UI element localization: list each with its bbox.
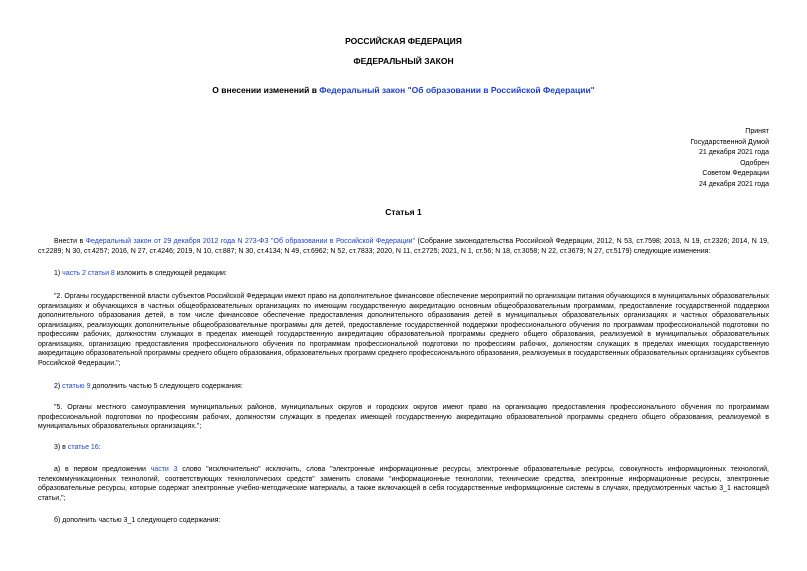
item-3a-link[interactable]: части 3 xyxy=(150,466,178,473)
acceptance-line: Советом Федерации xyxy=(702,170,769,177)
item-3-prefix: 3) в xyxy=(54,444,68,451)
item-1-rest: изложить в следующей редакции: xyxy=(114,270,227,277)
acceptance-line: Принят xyxy=(745,128,769,135)
intro-rest: (Собрание законодательства Российской Федерации, 2012, N 53, ст.7598; 2013, N 19, ст.2326; 2014, N 19, ст.2289; N 30, ст.4257; 2016, N 27, ст.4246; 2019, N 10, ст.887; N 30, ст.4134; N 49, ст.6962; N 52, ст.7833; 2020, N 11, ст.2725; 2021, N 1, ст.56; N 18, ст.3058; N 22, ст.3679; N 27, ст.5179) следующие изменения: xyxy=(38,238,769,255)
item-3-link[interactable]: статье 16 xyxy=(67,444,99,451)
article-intro xyxy=(38,237,769,256)
article-title: Статья 1 xyxy=(385,207,422,217)
item-3a-prefix: а) в первом предложении xyxy=(54,466,151,473)
intro-prefix: Внести в xyxy=(54,238,86,245)
law-title xyxy=(0,86,807,96)
item-2 xyxy=(38,382,769,392)
item-3a-rest: слово "исключительно" исключить, слова "электронные информационные ресурсы, электронные образовательные ресурсы, совокупность информационных технологий, телекоммуникационных технологий, соответствующих технологических средств" заменить словами "информационные технологии, технические средства, электронные информационные ресурсы, электронные образовательные ресурсы, которые содержат электронные учебно-методические материалы, а также включающей в себя государственные информационные системы в случаях, предусмотренных частью 3_1 настоящей статьи,"; xyxy=(38,466,769,502)
law-title-prefix: О внесении изменений в xyxy=(212,85,320,95)
item-3 xyxy=(38,443,769,453)
item-3b: б) дополнить частью 3_1 следующего содержания: xyxy=(54,517,221,524)
acceptance-line: Государственной Думой xyxy=(690,138,769,146)
item-1 xyxy=(38,269,769,279)
item-1-prefix: 1) xyxy=(54,270,63,277)
law-type-heading: ФЕДЕРАЛЬНЫЙ ЗАКОН xyxy=(353,56,454,66)
quote-2: "5. Органы местного самоуправления муниципальных районов, муниципальных округов и городских округов имеют право на организацию предоставления профессионального обучения по программам профессиональной подготовки по профессиям рабочих, должностям служащих в пределах имеющей государственную аккредитацию образовательной программы среднего общего образования, реализуемой в муниципальных образовательных организациях."; xyxy=(38,404,769,430)
law-title-link[interactable]: Федеральный закон "Об образовании в Российской Федерации" xyxy=(319,85,595,95)
item-2-prefix: 2) xyxy=(54,383,63,390)
acceptance-line: Одобрен xyxy=(740,159,769,167)
item-2-rest: дополнить частью 5 следующего содержания: xyxy=(90,383,243,390)
intro-law-link[interactable]: Федеральный закон от 29 декабря 2012 года N 273-ФЗ "Об образовании в Российской Федерации" xyxy=(85,238,416,245)
acceptance-line: 21 декабря 2021 года xyxy=(698,149,769,156)
federation-heading: РОССИЙСКАЯ ФЕДЕРАЦИЯ xyxy=(345,36,462,46)
item-3a xyxy=(38,465,769,503)
acceptance-block xyxy=(690,127,769,190)
item-2-link[interactable]: статью 9 xyxy=(62,383,91,390)
item-3-rest: : xyxy=(98,444,101,451)
quote-1: "2. Органы государственной власти субъектов Российской Федерации имеют право на дополнительное финансовое обеспечение мероприятий по организации питания обучающихся в муниципальных образовательных организациях и обучающихся в частных общеобразовательных организациях по имеющим государственную аккредитацию основным общеобразовательным программам, предоставление государственной поддержки дополнительного образования детей, в том числе финансовое обеспечение предоставления дополнительного образования детей в муниципальных образовательных организациях и частных образовательных организациях, реализующих дополнительные общеобразовательные программы для детей, предоставление государственной поддержки профессионального обучения по программам профессиональной подготовки по профессиям рабочих, должностям служащих в пределах имеющей государственную аккредитацию образовательной программы среднего общего образования, реализуемой в муниципальных образовательных организациях, организацию предоставления профессионального обучения по программам профессиональной подготовки по профессиям рабочих, должностям служащих в пределах имеющих государственную аккредитацию образовательной программы среднего общего образования, образовательных программ среднего профессионального образования, реализуемых в государственных образовательных организациях субъектов Российской Федерации."; xyxy=(38,293,769,367)
item-1-link[interactable]: часть 2 статьи 8 xyxy=(62,270,115,277)
acceptance-line: 24 декабря 2021 года xyxy=(698,180,769,188)
